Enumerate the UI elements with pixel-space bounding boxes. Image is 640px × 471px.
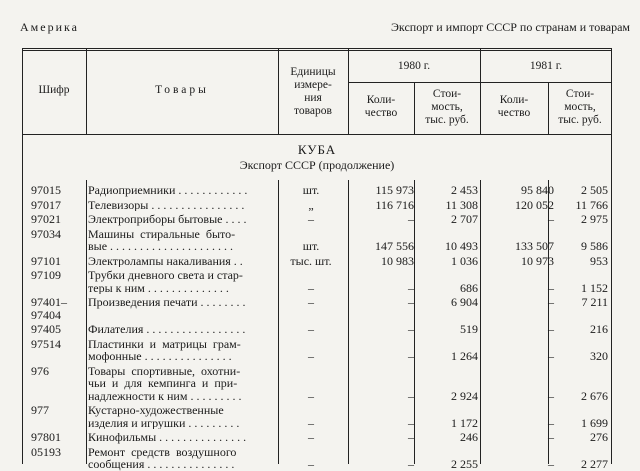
row-code bbox=[31, 404, 86, 417]
row-goods-line: Трубки дневного света и стар- bbox=[88, 269, 243, 282]
row-goods bbox=[88, 431, 278, 444]
row-qty-1981: – bbox=[548, 349, 554, 363]
table-row bbox=[22, 323, 612, 336]
row-goods bbox=[88, 199, 278, 212]
row-goods-line: сообщения . . . . . . . . . . . . . . . bbox=[88, 457, 235, 471]
row-value-1981: 11 766 bbox=[575, 197, 608, 212]
row-goods bbox=[88, 323, 278, 336]
row-goods bbox=[88, 228, 278, 253]
row-qty-1981: – bbox=[548, 430, 554, 444]
row-code bbox=[31, 296, 86, 321]
row-qty-1981: – bbox=[548, 212, 554, 226]
table-top-rule-double bbox=[22, 50, 612, 51]
header-code: Шифр bbox=[38, 84, 70, 96]
row-value-1981: 2 975 bbox=[581, 212, 608, 226]
row-value-1981: 953 bbox=[590, 253, 608, 268]
row-value-1980: 2 924 bbox=[451, 388, 478, 403]
row-value-1981: 216 bbox=[590, 322, 608, 336]
header-qty-line: чество bbox=[364, 107, 398, 119]
row-qty-1980: – bbox=[408, 295, 414, 309]
header-qty-1980 bbox=[348, 94, 414, 120]
row-goods-line: Радиоприемники . . . . . . . . . . . . bbox=[88, 184, 248, 197]
row-code-line: 97017 bbox=[31, 197, 61, 212]
row-code bbox=[31, 431, 86, 444]
row-qty-1981: – bbox=[548, 457, 554, 471]
row-qty-1981: 95 840 bbox=[521, 183, 554, 197]
header-qty-line: чество bbox=[497, 107, 531, 119]
row-goods bbox=[88, 404, 278, 429]
row-qty-1980: 10 983 bbox=[381, 253, 414, 268]
row-goods bbox=[88, 446, 278, 471]
row-unit: – bbox=[308, 295, 314, 309]
table-row bbox=[22, 184, 612, 197]
statistics-table bbox=[22, 48, 612, 471]
row-qty-1981: – bbox=[548, 388, 554, 403]
row-goods bbox=[88, 338, 278, 363]
header-value-line: мость, bbox=[564, 101, 596, 113]
row-value-1980: 246 bbox=[460, 430, 478, 444]
row-goods-line: Товары спортивные, охотни- bbox=[88, 364, 241, 378]
row-value-1980: 2 453 bbox=[451, 183, 478, 197]
row-code bbox=[31, 228, 86, 241]
row-code bbox=[31, 323, 86, 336]
header-value-1980 bbox=[414, 88, 480, 127]
row-qty-1980: 147 556 bbox=[375, 239, 414, 253]
table-row bbox=[22, 338, 612, 363]
row-unit: – bbox=[308, 430, 314, 444]
table-row bbox=[22, 199, 612, 212]
row-qty-1981: 133 507 bbox=[515, 239, 554, 253]
row-value-1980: 1 036 bbox=[451, 253, 478, 268]
row-qty-1980: – bbox=[408, 457, 414, 471]
table-row bbox=[22, 404, 612, 429]
table-row bbox=[22, 446, 612, 471]
row-code-line: 05193 bbox=[31, 444, 61, 459]
row-unit: шт. bbox=[302, 183, 320, 197]
row-goods bbox=[88, 269, 278, 294]
row-qty-1981: 120 052 bbox=[515, 197, 554, 212]
row-unit: тыс. шт. bbox=[290, 253, 332, 268]
header-unit-line: Единицы bbox=[290, 66, 336, 78]
row-value-1981: 320 bbox=[590, 349, 608, 363]
header-qty-line: Коли- bbox=[366, 94, 396, 106]
row-unit: – bbox=[308, 457, 314, 471]
row-code-line: 97109 bbox=[31, 268, 61, 282]
row-qty-1980: 116 716 bbox=[375, 197, 414, 212]
header-unit bbox=[278, 66, 348, 118]
row-code-line: 97015 bbox=[31, 183, 61, 197]
row-code bbox=[31, 199, 86, 212]
row-qty-1981: – bbox=[548, 280, 554, 295]
row-goods-line: Произведения печати . . . . . . . . bbox=[88, 296, 246, 309]
row-qty-1980: – bbox=[408, 280, 414, 295]
table-row bbox=[22, 269, 612, 294]
table-row bbox=[22, 365, 612, 403]
row-value-1980: 10 493 bbox=[445, 239, 478, 253]
row-value-1981: 2 676 bbox=[581, 388, 608, 403]
running-head bbox=[12, 20, 630, 38]
row-goods bbox=[88, 213, 278, 226]
row-unit: – bbox=[308, 415, 314, 430]
row-value-1981: 2 505 bbox=[581, 183, 608, 197]
row-code-line: 97801 bbox=[31, 430, 61, 444]
row-value-1981: 276 bbox=[590, 430, 608, 444]
row-qty-1980: – bbox=[408, 212, 414, 226]
table-row bbox=[22, 431, 612, 444]
header-year-1981: 1981 г. bbox=[529, 60, 563, 72]
row-value-1980: 1 264 bbox=[451, 349, 478, 363]
header-unit-line: измере- bbox=[294, 79, 332, 91]
row-code bbox=[31, 184, 86, 197]
running-head-right: Экспорт и импорт СССР по странам и товарам bbox=[391, 20, 630, 34]
row-code bbox=[31, 213, 86, 226]
row-goods-line: теры к ним . . . . . . . . . . . . . . bbox=[88, 280, 229, 294]
row-qty-1980: – bbox=[408, 349, 414, 363]
row-goods-line: вые . . . . . . . . . . . . . . . . . . . . . bbox=[88, 239, 234, 253]
header-unit-line: товаров bbox=[294, 105, 332, 117]
row-qty-1980: – bbox=[408, 430, 414, 444]
row-value-1981: 1 699 bbox=[581, 415, 608, 430]
header-qty-1981 bbox=[480, 94, 548, 120]
row-code-line: 97405 bbox=[31, 322, 61, 336]
row-unit: „ bbox=[308, 197, 314, 212]
row-qty-1980: – bbox=[408, 388, 414, 403]
row-value-1981: 2 277 bbox=[581, 457, 608, 471]
header-year-1980: 1980 г. bbox=[397, 60, 431, 72]
row-value-1980: 11 308 bbox=[445, 197, 478, 212]
row-value-1980: 519 bbox=[460, 322, 478, 336]
table-top-rule bbox=[22, 48, 612, 49]
row-unit: – bbox=[308, 322, 314, 336]
table-row bbox=[22, 255, 612, 268]
section-subtitle bbox=[22, 158, 612, 173]
row-value-1980: 686 bbox=[460, 280, 478, 295]
row-unit: шт. bbox=[302, 239, 320, 253]
row-goods-line: Ремонт средств воздушного bbox=[88, 445, 237, 459]
header-bottom-rule bbox=[22, 134, 612, 135]
row-value-1980: 2 255 bbox=[451, 457, 478, 471]
row-qty-1981: – bbox=[548, 322, 554, 336]
row-qty-1981: 10 973 bbox=[521, 253, 554, 268]
row-unit: – bbox=[308, 349, 314, 363]
row-code-line: 97101 bbox=[31, 253, 61, 268]
header-value-line: Стои- bbox=[432, 88, 462, 100]
row-goods bbox=[88, 255, 278, 268]
row-code bbox=[31, 446, 86, 459]
row-goods-line: мофонные . . . . . . . . . . . . . . . bbox=[88, 349, 232, 363]
header-value-1981 bbox=[548, 88, 612, 127]
section-heading bbox=[22, 142, 612, 173]
header-value-line: мость, bbox=[431, 101, 463, 113]
row-qty-1981: – bbox=[548, 295, 554, 309]
row-value-1980: 2 707 bbox=[451, 212, 478, 226]
row-goods bbox=[88, 296, 278, 309]
row-goods bbox=[88, 365, 278, 403]
row-code-line: 97034 bbox=[31, 226, 61, 241]
row-goods-line: Кустарно-художественные bbox=[88, 404, 224, 417]
row-goods bbox=[88, 184, 278, 197]
row-code-line: 977 bbox=[31, 403, 49, 417]
row-goods-line: чьи и для кемпинга и при- bbox=[88, 376, 238, 390]
row-code bbox=[31, 255, 86, 268]
row-code-line: 97401– bbox=[31, 295, 67, 309]
table-row bbox=[22, 228, 612, 253]
row-value-1981: 9 586 bbox=[581, 239, 608, 253]
row-goods-line: Филателия . . . . . . . . . . . . . . . . . bbox=[88, 323, 246, 336]
header-goods: Товары bbox=[155, 84, 209, 96]
row-unit: – bbox=[308, 280, 314, 295]
row-value-1980: 1 172 bbox=[451, 415, 478, 430]
row-goods-line: Телевизоры . . . . . . . . . . . . . . . . bbox=[88, 198, 245, 211]
row-value-1981: 1 152 bbox=[581, 280, 608, 295]
row-code-line: 976 bbox=[31, 363, 49, 378]
row-unit: – bbox=[308, 388, 314, 403]
running-head-left: Америка bbox=[20, 20, 79, 34]
row-goods-line: Электролампы накаливания . . bbox=[88, 254, 243, 267]
table-row bbox=[22, 213, 612, 226]
row-goods-line: Кинофильмы . . . . . . . . . . . . . . . bbox=[88, 431, 247, 444]
header-value-line: Стои- bbox=[565, 88, 595, 100]
row-unit: – bbox=[308, 212, 314, 226]
header-value-line: тыс. руб. bbox=[558, 114, 602, 126]
row-code bbox=[31, 269, 86, 282]
header-value-line: тыс. руб. bbox=[425, 114, 469, 126]
row-goods-line: Машины стиральные быто- bbox=[88, 227, 236, 241]
row-value-1980: 6 904 bbox=[451, 295, 478, 309]
row-goods-line: Пластинки и матрицы грам- bbox=[88, 337, 241, 351]
row-goods-line: изделия и игрушки . . . . . . . . . bbox=[88, 415, 240, 429]
row-code-line: 97021 bbox=[31, 212, 61, 226]
row-code bbox=[31, 365, 86, 378]
row-value-1981: 7 211 bbox=[581, 295, 608, 309]
row-code-line: 97404 bbox=[31, 307, 61, 322]
row-qty-1980: – bbox=[408, 322, 414, 336]
country-title: КУБА bbox=[297, 142, 337, 157]
table-row bbox=[22, 296, 612, 321]
section-subtitle-text: Экспорт СССР (продолжение) bbox=[239, 158, 395, 172]
header-unit-line: ния bbox=[304, 92, 322, 104]
row-code-line: 97514 bbox=[31, 336, 61, 351]
row-goods-line: надлежности к ним . . . . . . . . . bbox=[88, 388, 242, 402]
row-qty-1981: – bbox=[548, 415, 554, 430]
row-qty-1980: – bbox=[408, 415, 414, 430]
row-code bbox=[31, 338, 86, 351]
row-goods-line: Электроприборы бытовые . . . . bbox=[88, 213, 247, 226]
header-qty-line: Коли- bbox=[499, 94, 529, 106]
row-qty-1980: 115 973 bbox=[375, 183, 414, 197]
